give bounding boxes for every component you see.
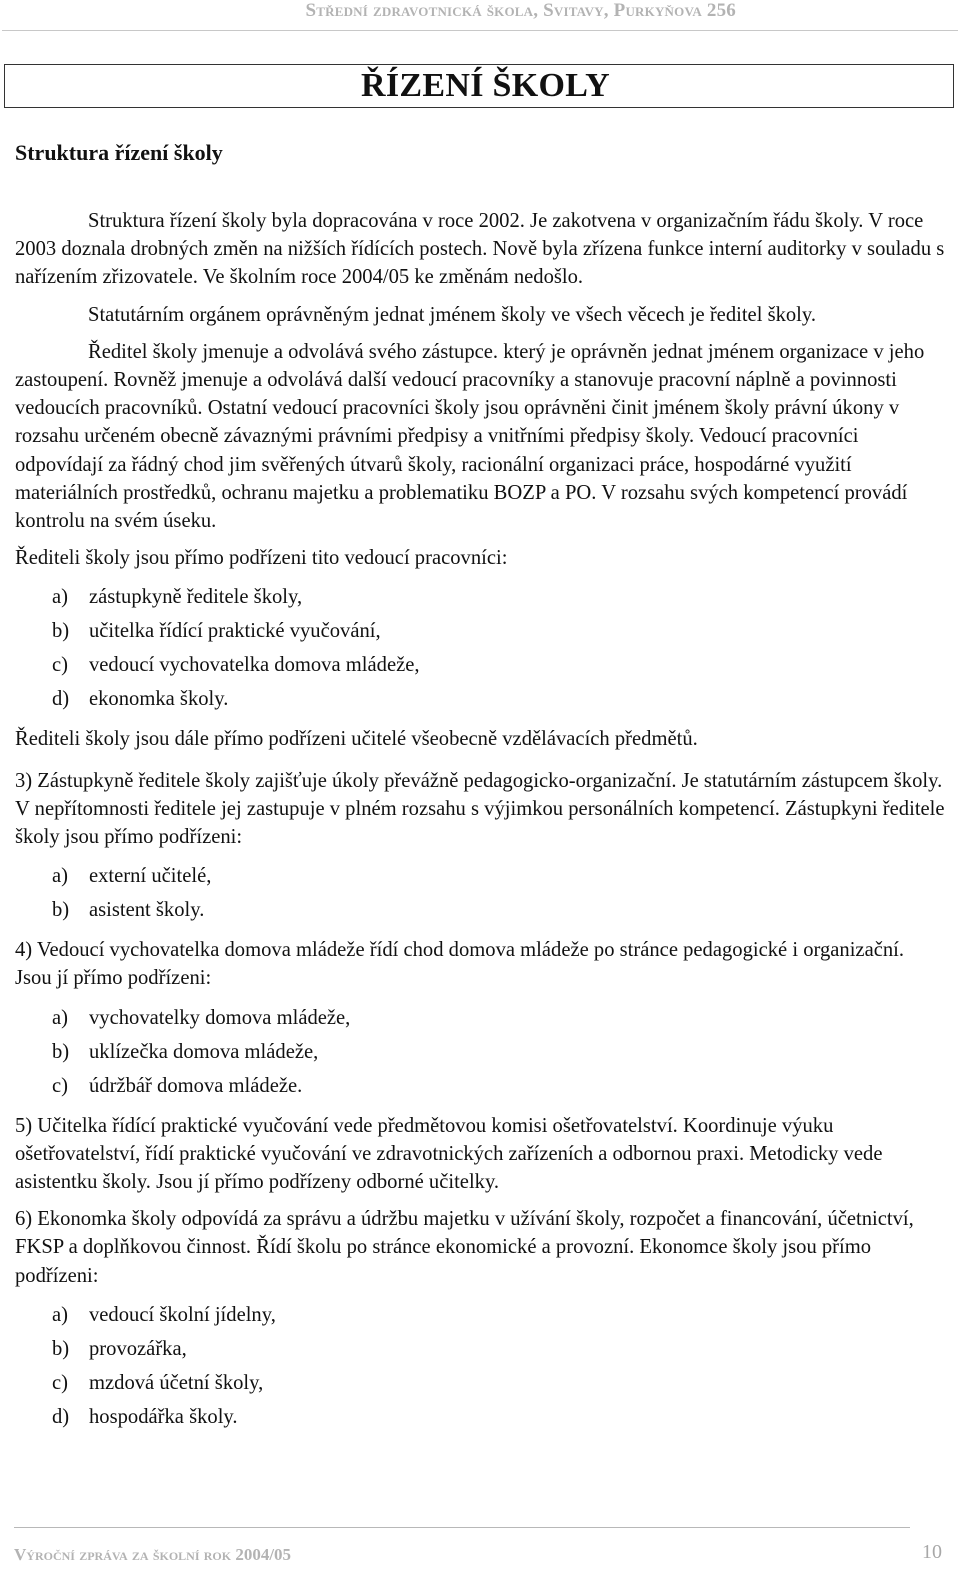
list-item	[15, 648, 945, 682]
page-title: ŘÍZENÍ ŠKOLY	[361, 67, 610, 104]
page-number: 10	[922, 1541, 942, 1563]
dormitory-subordinates-list	[15, 1001, 945, 1103]
list-item-label: b)	[52, 620, 70, 643]
document-body	[15, 207, 945, 1434]
list-item-label: a)	[52, 865, 68, 888]
list-item	[15, 893, 945, 927]
paragraph: Řediteli školy jsou dále přímo podřízeni učitelé všeobecně vzdělávacích předmětů.	[15, 728, 698, 751]
page-header: Střední zdravotnická škola, Svitavy, Purkyňova 256	[305, 0, 736, 21]
section-heading: Struktura řízení školy	[15, 140, 223, 165]
list-item-label: d)	[52, 1405, 70, 1428]
list-item-text: hospodářka školy.	[89, 1405, 238, 1428]
list-item-label: b)	[52, 1337, 70, 1360]
paragraph: Statutárním orgánem oprávněným jednat jménem školy ve všech věcech je ředitel školy.	[88, 303, 817, 326]
list-item-text: vychovatelky domova mládeže,	[89, 1006, 351, 1029]
header-divider	[2, 30, 958, 31]
list-item-label: c)	[52, 1371, 68, 1394]
list-item-text: uklízečka domova mládeže,	[89, 1040, 319, 1063]
list-item-text: mzdová účetní školy,	[89, 1371, 264, 1394]
list-item-label: c)	[52, 1074, 68, 1097]
list-item-text: provozářka,	[89, 1337, 187, 1360]
list-item	[15, 1069, 945, 1103]
list-item-label: b)	[52, 1040, 70, 1063]
list-item-label: b)	[52, 899, 70, 922]
director-subordinates-list	[15, 580, 945, 716]
paragraph: Řediteli školy jsou přímo podřízeni tito vedoucí pracovníci:	[15, 547, 508, 570]
list-item	[15, 1001, 945, 1035]
list-item	[15, 580, 945, 614]
paragraph: 6) Ekonomka školy odpovídá za správu a údržbu majetku v užívání školy, rozpočet a financování, účetnictví, FKSP a doplňkovou činnost. Řídí školu po stránce ekonomické a provozní. Ekonomce školy jsou přímo podřízeni:	[15, 1208, 914, 1287]
title-box	[4, 64, 954, 108]
economist-subordinates-list	[15, 1298, 945, 1434]
list-item	[15, 1400, 945, 1434]
list-item-label: a)	[52, 586, 68, 609]
list-item-label: a)	[52, 1303, 68, 1326]
list-item-text: učitelka řídící praktické vyučování,	[89, 620, 381, 643]
page-footer: Výroční zpráva za školní rok 2004/05	[14, 1545, 292, 1564]
paragraph: 5) Učitelka řídící praktické vyučování vede předmětovou komisi ošetřovatelství. Koordinuje výuku ošetřovatelství, řídí praktické vyučování ve zdravotnických zařízeních a odbornou praxi. Metodicky vede asistentku školy. Jsou jí přímo podřízeny odborné učitelky.	[15, 1114, 883, 1194]
list-item-text: externí učitelé,	[89, 865, 212, 888]
deputy-subordinates-list	[15, 859, 945, 927]
list-item-label: d)	[52, 688, 70, 711]
list-item	[15, 1366, 945, 1400]
list-item	[15, 1298, 945, 1332]
list-item	[15, 1035, 945, 1069]
list-item	[15, 682, 945, 716]
footer-divider	[14, 1527, 910, 1528]
list-item	[15, 1332, 945, 1366]
list-item	[15, 859, 945, 893]
paragraph: Struktura řízení školy byla dopracována v roce 2002. Je zakotvena v organizačním řádu školy. V roce 2003 doznala drobných změn na nižších řídících postech. Nově byla zřízena funkce interní auditorky v souladu s nařízením zřizovatele. Ve školním roce 2004/05 ke změnám nedošlo.	[15, 210, 945, 289]
paragraph: Ředitel školy jmenuje a odvolává svého zástupce. který je oprávněn jednat jménem organizace v jeho zastoupení. Rovněž jmenuje a odvolává další vedoucí pracovníky a stanovuje pracovní náplně a povinnosti vedoucích pracovníků. Ostatní vedoucí pracovníci školy jsou oprávněni činit jménem školy právní úkony v rozsahu určeném obecně závaznými právními předpisy a vnitřními předpisy školy. Vedoucí pracovníci odpovídají za řádný chod jim svěřených útvarů školy, racionální organizaci práce, hospodárné využití materiálních prostředků, ochranu majetku a problematiku BOZP a PO. V rozsahu svých kompetencí provádí kontrolu na svém úseku.	[15, 340, 925, 533]
list-item-label: c)	[52, 654, 68, 677]
paragraph: 3) Zástupkyně ředitele školy zajišťuje úkoly převážně pedagogicko-organizační. Je statutárním zástupcem školy. V nepřítomnosti ředitele jej zastupuje v plném rozsahu s výjimkou personálních kompetencí. Zástupkyni ředitele školy jsou přímo podřízeni:	[15, 769, 945, 849]
list-item-label: a)	[52, 1006, 68, 1029]
paragraph: 4) Vedoucí vychovatelka domova mládeže řídí chod domova mládeže po stránce pedagogické i organizační. Jsou jí přímo podřízeni:	[15, 939, 905, 990]
list-item-text: vedoucí vychovatelka domova mládeže,	[89, 654, 420, 677]
list-item-text: asistent školy.	[89, 899, 205, 922]
list-item	[15, 614, 945, 648]
list-item-text: vedoucí školní jídelny,	[89, 1303, 276, 1326]
list-item-text: zástupkyně ředitele školy,	[89, 586, 303, 609]
list-item-text: údržbář domova mládeže.	[89, 1074, 303, 1097]
list-item-text: ekonomka školy.	[89, 688, 229, 711]
